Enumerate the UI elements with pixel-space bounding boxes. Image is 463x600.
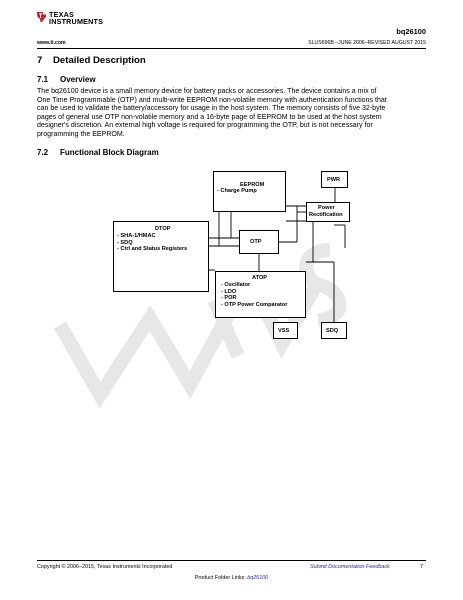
product-folder-line bbox=[0, 575, 463, 581]
atop-title: ATOP bbox=[252, 275, 268, 281]
block-diagram-title: Functional Block Diagram bbox=[60, 148, 159, 157]
pwr-title: PWR bbox=[327, 177, 341, 183]
overview-line: pages of general use OTP non-volatile memory and a 16-byte page of EEPROM to be used at the host system bbox=[37, 113, 382, 121]
dtop-item: - Ctrl and Status Registers bbox=[117, 246, 188, 252]
submit-feedback-link[interactable]: Submit Documentation Feedback bbox=[310, 564, 390, 570]
atop-item: - Oscillator bbox=[221, 282, 251, 288]
overview-title: Overview bbox=[60, 75, 96, 84]
product-folder-link[interactable]: bq26100 bbox=[247, 575, 269, 581]
overview-line: programming the EEPROM. bbox=[37, 130, 125, 138]
doc-reference: SLUS696B –JUNE 2006–REVISED AUGUST 2015 bbox=[308, 40, 426, 46]
sdq-title: SDQ bbox=[326, 328, 339, 334]
section-title: Detailed Description bbox=[53, 55, 146, 66]
atop-item: - POR bbox=[221, 295, 237, 301]
overview-line: designer's discretion. An external high voltage is required for programming the OTP, but is not necessary for bbox=[37, 122, 373, 130]
otp-title: OTP bbox=[250, 239, 262, 245]
section-number: 7 bbox=[37, 55, 43, 66]
copyright-text: Copyright © 2006–2015, Texas Instruments Incorporated bbox=[37, 564, 173, 570]
page-number: 7 bbox=[420, 564, 423, 570]
block-diagram-number: 7.2 bbox=[37, 148, 49, 157]
logo-line-1: TEXAS bbox=[49, 10, 74, 19]
dtop-title: DTOP bbox=[155, 226, 171, 232]
overview-number: 7.1 bbox=[37, 75, 49, 84]
dtop-item: - SHA-1/HMAC bbox=[117, 233, 156, 239]
power-rectification-line1: Power bbox=[318, 205, 335, 211]
dtop-item: - SDQ bbox=[117, 239, 133, 246]
power-rectification-line2: Rectification bbox=[309, 212, 343, 218]
overview-line: can be used to validate the battery/accessory for usage in the host system. The memory consists of five 32-byte bbox=[37, 105, 386, 113]
product-name: bq26100 bbox=[396, 27, 426, 36]
eeprom-title: EEPROM bbox=[240, 182, 265, 188]
atop-item: - LDO bbox=[221, 288, 237, 295]
atop-item: - OTP Power Comparator bbox=[221, 301, 288, 308]
overview-line: One Time Programmable (OTP) and multi-write EEPROM non-volatile memory with authentication functions that bbox=[37, 96, 387, 104]
website-link[interactable]: www.ti.com bbox=[37, 40, 66, 46]
product-folder-label: Product Folder Links: bbox=[194, 575, 246, 581]
logo-line-2: INSTRUMENTS bbox=[49, 17, 104, 26]
vss-title: VSS bbox=[278, 328, 290, 334]
overview-line: The bq26100 device is a small memory device for battery packs or accessories. The device contains a mix of bbox=[37, 88, 377, 95]
footer-rule bbox=[37, 560, 426, 561]
eeprom-item: - Charge Pump bbox=[217, 188, 257, 194]
